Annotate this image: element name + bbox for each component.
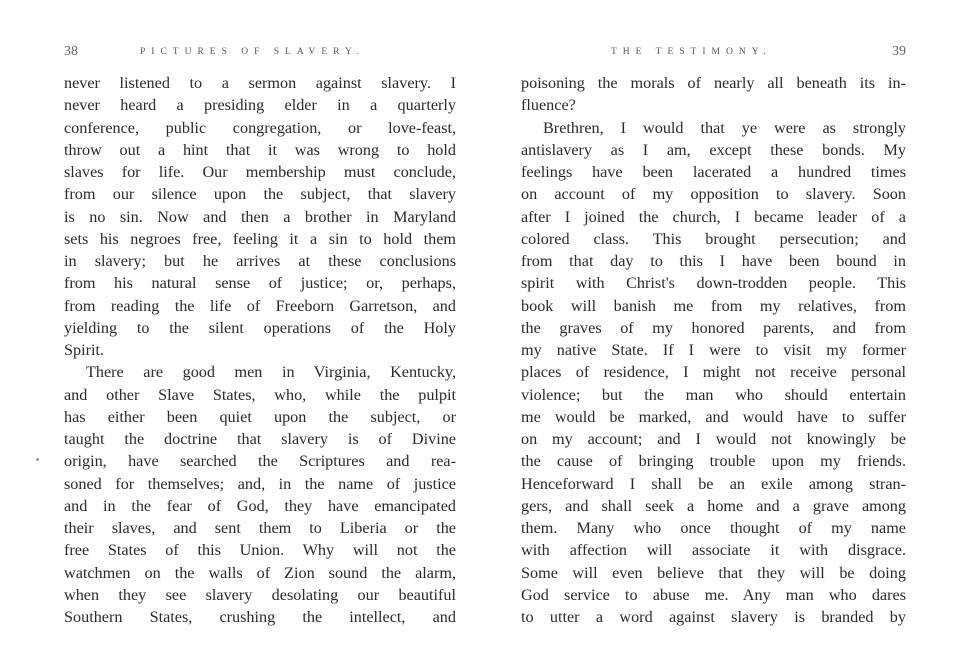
text-line: from that day to this I have been bound in (521, 252, 906, 270)
text-line: conference, public congregation, or love-feast, (64, 118, 456, 137)
text-line: never listened to a sermon against slavery. I (64, 74, 456, 92)
text-line: me would be marked, and would have to suffer (521, 407, 906, 426)
running-head-title-right: THE TESTIMONY. (611, 47, 772, 57)
text-line: them. Many who once thought of my name (521, 519, 906, 537)
text-line: sets his negroes free, feeling it a sin to hold them (64, 229, 456, 248)
text-line: throw out a hint that it was wrong to hold (64, 140, 456, 159)
text-line: their slaves, and sent them to Liberia or the (64, 519, 456, 537)
page-number-left: 38 (64, 44, 78, 59)
text-line: from his natural sense of justice; or, perhaps, (64, 274, 456, 293)
running-head-left (64, 44, 456, 63)
running-head-title-left: PICTURES OF SLAVERY. (140, 47, 365, 57)
text-line: after I joined the church, I became leader of a (521, 207, 906, 226)
right-page-text (521, 72, 906, 628)
text-line: Brethren, I would that ye were as strongly (543, 118, 906, 137)
running-head-right (521, 44, 906, 63)
text-line: the cause of bringing trouble upon my friends. (521, 452, 906, 471)
text-line: spirit with Christ's down-trodden people. This (521, 274, 906, 293)
text-line: colored class. This brought persecution; and (521, 229, 906, 248)
text-line: watchmen on the walls of Zion sound the alarm, (64, 563, 456, 582)
text-line: and other Slave States, who, while the pulpit (64, 385, 456, 404)
text-line: Spirit. (64, 341, 105, 359)
text-line: feelings have been lacerated a hundred times (521, 163, 906, 181)
text-line: is no sin. Now and then a brother in Maryland (64, 207, 456, 226)
text-line: antislavery as I am, except these bonds. My (521, 140, 906, 159)
text-line: from our silence upon the subject, that slavery (64, 185, 456, 204)
left-page-text (64, 72, 456, 628)
text-line: violence; but the man who should entertain (521, 385, 906, 404)
text-line: places of residence, I might not receive personal (521, 363, 906, 382)
text-line: in slavery; but he arrives at these conclusions (64, 252, 456, 270)
paper-speck (36, 458, 39, 461)
page-number-right: 39 (892, 44, 906, 59)
text-line: yielding to the silent operations of the Holy (64, 318, 456, 337)
text-line: has either been quiet upon the subject, or (64, 407, 456, 426)
text-line: soned for themselves; and, in the name of justice (64, 474, 456, 493)
text-line: taught the doctrine that slavery is of Divine (64, 430, 456, 448)
text-line: and in the fear of God, they have emancipated (64, 496, 456, 515)
text-line: fluence? (521, 96, 576, 115)
text-line: God service to abuse me. Any man who dares (521, 585, 906, 604)
text-line: on account of my opposition to slavery. Soon (521, 185, 906, 204)
text-line: Henceforward I shall be an exile among stran- (521, 474, 906, 493)
text-line: with affection will associate it with disgrace. (521, 541, 906, 560)
text-line: Some will even believe that they will be doing (521, 563, 906, 582)
text-line: origin, have searched the Scriptures and rea- (64, 452, 456, 471)
text-line: slaves for life. Our membership must conclude, (64, 163, 456, 181)
text-line: never heard a presiding elder in a quarterly (64, 96, 456, 115)
text-line: when they see slavery desolating our beautiful (64, 585, 456, 604)
text-line: gers, and shall seek a home and a grave among (521, 496, 906, 515)
text-line: my native State. If I were to visit my former (521, 341, 906, 359)
text-line: to utter a word against slavery is branded by (521, 608, 906, 626)
text-line: from reading the life of Freeborn Garretson, and (64, 296, 456, 315)
text-line: on my account; and I would not knowingly be (521, 430, 906, 448)
text-line: the graves of my honored parents, and from (521, 318, 906, 337)
text-line: poisoning the morals of nearly all beneath its in- (521, 74, 906, 92)
text-line: book will banish me from my relatives, from (521, 296, 906, 315)
text-line: free States of this Union. Why will not the (64, 541, 456, 560)
text-line: There are good men in Virginia, Kentucky, (86, 363, 456, 382)
text-line: Southern States, crushing the intellect, and (64, 608, 456, 626)
